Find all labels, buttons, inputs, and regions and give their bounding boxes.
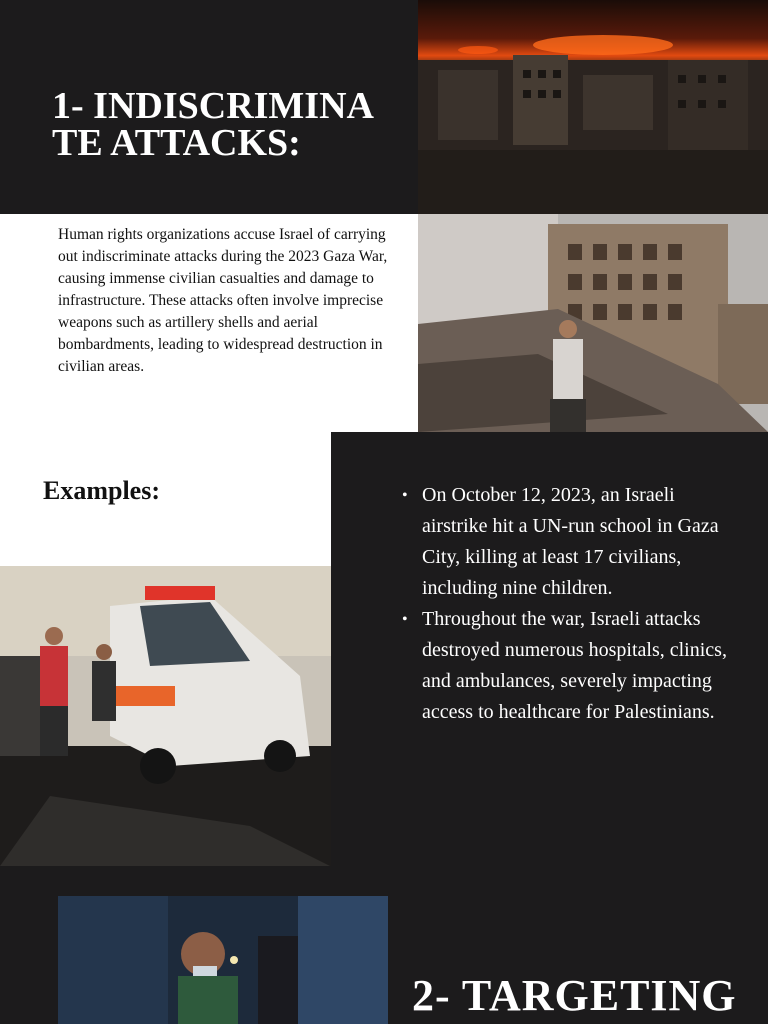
photo-city-on-fire	[418, 0, 768, 214]
examples-list	[398, 480, 738, 728]
photo-hospital-staff	[58, 896, 388, 1024]
example-item-hospitals-destroyed: • Throughout the war, Israeli attacks destroyed numerous hospitals, clinics, and ambulances, severely impacting access to healthcare for Palestinians.	[398, 604, 738, 728]
section-title-block	[0, 0, 418, 214]
example-item-school-airstrike: • On October 12, 2023, an Israeli airstrike hit a UN-run school in Gaza City, killing at least 17 civilians, including nine children.	[398, 480, 738, 604]
intro-paragraph: Human rights organizations accuse Israel of carrying out indiscriminate attacks during the 2023 Gaza War, causing immense civilian casualties and damage to infrastructure. These attacks often involve imprecise weapons such as artillery shells and aerial bombardments, leading to widespread destruction in civilian areas.	[58, 226, 388, 375]
section-1-title: 1- INDISCRIMINATE ATTACKS:	[52, 85, 374, 164]
examples-panel	[0, 432, 331, 566]
photo-destroyed-building	[418, 214, 768, 432]
section-2-title: 2- TARGETING	[412, 971, 737, 1020]
examples-label: Examples:	[43, 476, 160, 505]
intro-panel	[0, 214, 418, 432]
photo-damaged-ambulance	[0, 566, 331, 866]
